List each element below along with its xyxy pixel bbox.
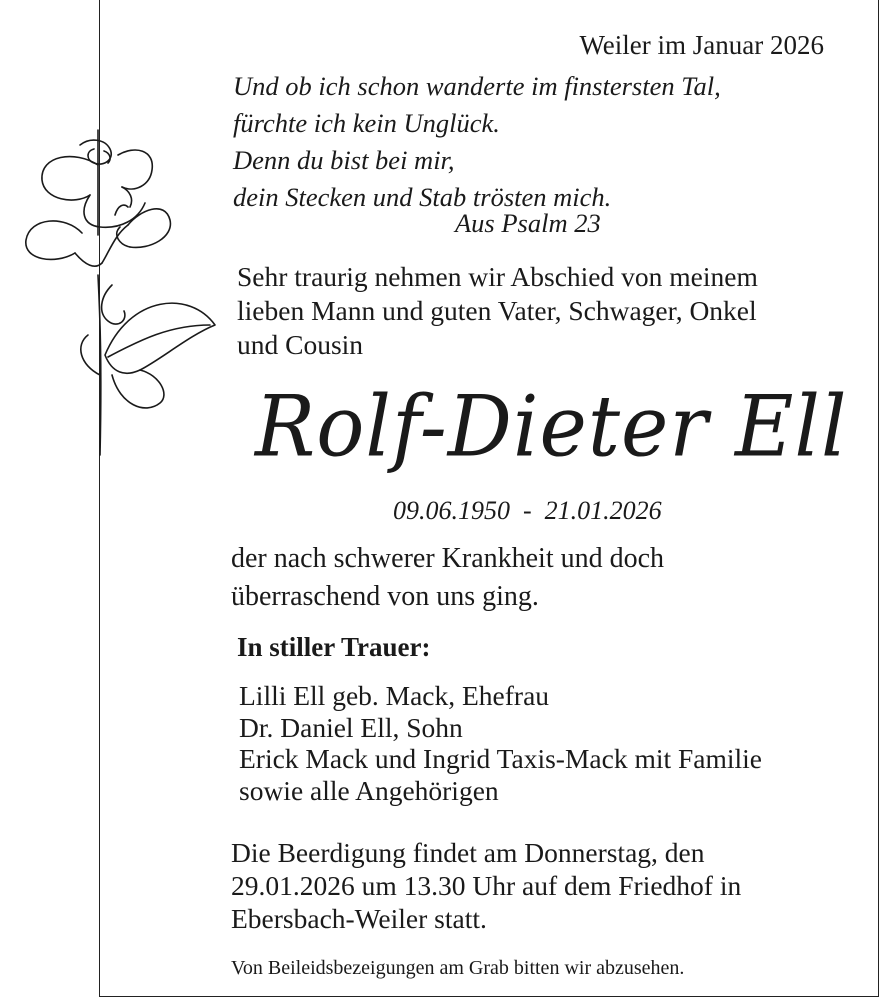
deceased-name: Rolf-Dieter Ell: [255, 377, 848, 476]
verse-line: dein Stecken und Stab trösten mich.: [233, 182, 612, 212]
verse-line: Denn du bist bei mir,: [233, 145, 455, 175]
funeral-line: Die Beerdigung findet am Donnerstag, den: [231, 837, 705, 868]
rose-icon: [20, 125, 225, 460]
verse-source: Aus Psalm 23: [455, 208, 601, 238]
intro-line: Sehr traurig nehmen wir Abschied von meinem: [237, 261, 758, 292]
intro-line: lieben Mann und guten Vater, Schwager, Onkel: [237, 295, 757, 326]
cause-line: überraschend von uns ging.: [231, 581, 539, 612]
mourner-item: Dr. Daniel Ell, Sohn: [239, 711, 463, 743]
life-dates: 09.06.1950 - 21.01.2026: [393, 496, 662, 525]
cause-line: der nach schwerer Krankheit und doch: [231, 543, 665, 574]
condolence-note: Von Beileidsbezeigungen am Grab bitten wir abzusehen.: [231, 957, 685, 979]
verse-line: fürchte ich kein Unglück.: [233, 108, 500, 138]
funeral-line: Ebersbach-Weiler statt.: [231, 903, 487, 934]
place-date: Weiler im Januar 2026: [579, 30, 824, 60]
mourner-item: Erick Mack und Ingrid Taxis-Mack mit Familie: [239, 743, 763, 774]
mourner-item: Lilli Ell geb. Mack, Ehefrau: [239, 680, 550, 711]
mourner-list: [239, 680, 762, 806]
intro-text: [237, 260, 758, 362]
mourner-item: sowie alle Angehörigen: [239, 774, 499, 806]
mourning-title: In stiller Trauer:: [237, 632, 431, 662]
cause-text: [231, 540, 664, 616]
funeral-info: [231, 836, 741, 935]
intro-line: und Cousin: [237, 329, 364, 360]
funeral-line: 29.01.2026 um 13.30 Uhr auf dem Friedhof in: [231, 870, 742, 901]
bible-verse: [233, 68, 721, 216]
verse-line: Und ob ich schon wanderte im finstersten Tal,: [233, 71, 721, 101]
